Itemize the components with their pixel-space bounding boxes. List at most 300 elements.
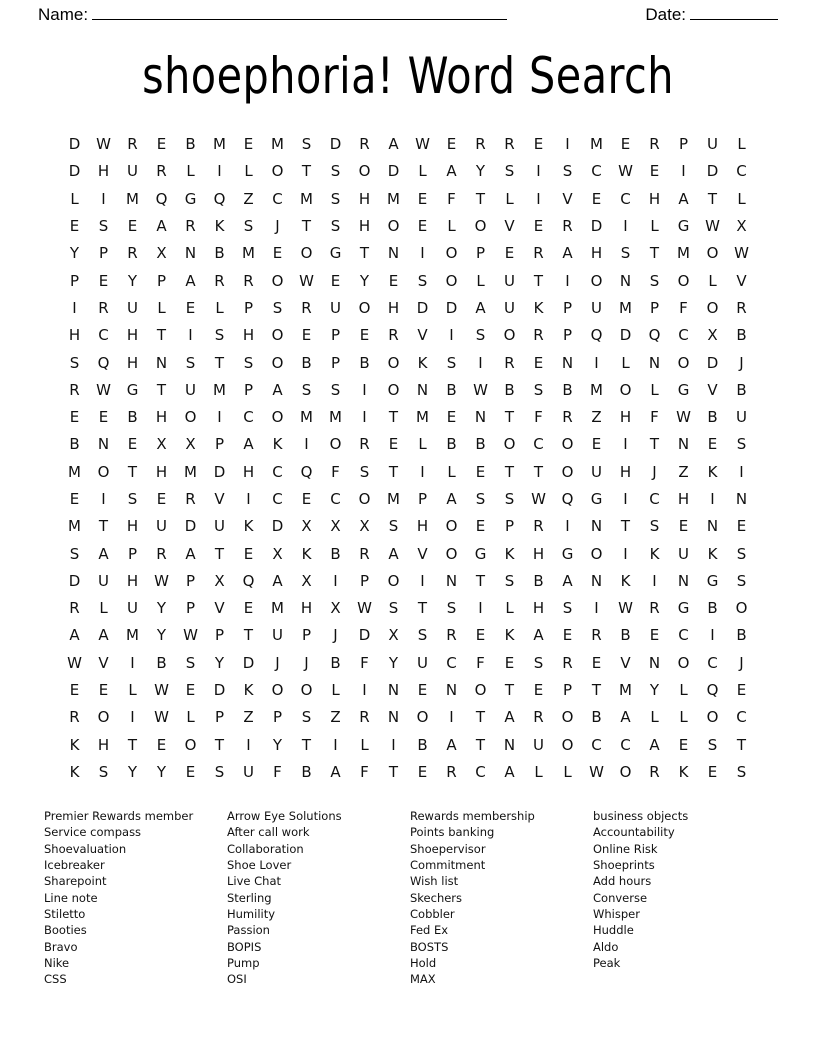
word-list-item[interactable]: Pump xyxy=(227,955,260,970)
grid-cell[interactable]: B xyxy=(330,544,341,563)
grid-cell[interactable]: D xyxy=(358,626,371,645)
grid-cell[interactable]: L xyxy=(534,762,543,781)
grid-cell[interactable]: O xyxy=(97,462,110,481)
grid-cell[interactable]: K xyxy=(243,517,254,536)
grid-cell[interactable]: R xyxy=(504,135,515,154)
grid-cell[interactable]: E xyxy=(620,135,631,154)
grid-cell[interactable]: O xyxy=(329,435,342,454)
grid-cell[interactable]: N xyxy=(590,517,603,536)
grid-cell[interactable]: C xyxy=(736,708,747,727)
grid-cell[interactable]: W xyxy=(154,571,169,590)
grid-cell[interactable]: M xyxy=(242,244,255,263)
grid-cell[interactable]: S xyxy=(446,353,457,372)
grid-cell[interactable]: Q xyxy=(590,326,603,345)
grid-cell[interactable]: I xyxy=(420,462,425,481)
grid-cell[interactable]: E xyxy=(533,353,544,372)
grid-cell[interactable]: A xyxy=(272,571,283,590)
grid-cell[interactable]: L xyxy=(331,681,340,700)
grid-cell[interactable]: P xyxy=(562,298,573,317)
grid-cell[interactable]: R xyxy=(127,244,138,263)
grid-cell[interactable]: B xyxy=(736,326,747,345)
grid-cell[interactable]: I xyxy=(362,408,367,427)
grid-cell[interactable]: R xyxy=(69,599,80,618)
grid-cell[interactable]: Q xyxy=(155,189,168,208)
grid-cell[interactable]: R xyxy=(562,653,573,672)
grid-cell[interactable]: K xyxy=(417,353,428,372)
name-write-line[interactable] xyxy=(92,5,507,20)
grid-cell[interactable]: S xyxy=(446,599,457,618)
grid-cell[interactable]: W xyxy=(589,762,604,781)
grid-cell[interactable]: O xyxy=(677,271,690,290)
grid-cell[interactable]: V xyxy=(736,271,747,290)
grid-cell[interactable]: T xyxy=(301,735,312,754)
word-list-item[interactable]: Peak xyxy=(593,955,621,970)
word-list-item[interactable]: Accountability xyxy=(593,825,675,840)
grid-cell[interactable]: R xyxy=(533,326,544,345)
grid-cell[interactable]: M xyxy=(619,681,632,700)
grid-cell[interactable]: M xyxy=(184,462,197,481)
grid-cell[interactable]: R xyxy=(504,353,515,372)
grid-cell[interactable]: N xyxy=(503,735,516,754)
grid-cell[interactable]: B xyxy=(156,653,167,672)
grid-cell[interactable]: A xyxy=(678,189,689,208)
grid-cell[interactable]: N xyxy=(387,708,400,727)
grid-cell[interactable]: I xyxy=(681,162,686,181)
grid-cell[interactable]: P xyxy=(359,571,370,590)
grid-cell[interactable]: N xyxy=(648,653,661,672)
grid-cell[interactable]: G xyxy=(677,217,690,236)
grid-cell[interactable]: O xyxy=(735,599,748,618)
grid-cell[interactable]: K xyxy=(649,544,660,563)
grid-cell[interactable]: P xyxy=(185,571,196,590)
grid-cell[interactable]: R xyxy=(533,244,544,263)
grid-cell[interactable]: B xyxy=(475,435,486,454)
grid-cell[interactable]: U xyxy=(591,298,602,317)
grid-cell[interactable]: T xyxy=(301,162,312,181)
grid-cell[interactable]: M xyxy=(677,244,690,263)
grid-cell[interactable]: E xyxy=(475,517,486,536)
word-search-grid[interactable] xyxy=(60,131,756,786)
grid-cell[interactable]: R xyxy=(446,762,457,781)
grid-cell[interactable]: T xyxy=(98,517,109,536)
grid-cell[interactable]: C xyxy=(591,735,602,754)
grid-cell[interactable]: H xyxy=(387,298,400,317)
grid-cell[interactable]: M xyxy=(619,298,632,317)
grid-cell[interactable]: R xyxy=(185,490,196,508)
word-list-item[interactable]: Arrow Eye Solutions xyxy=(227,809,342,824)
grid-cell[interactable]: S xyxy=(69,353,80,372)
grid-cell[interactable]: G xyxy=(590,490,603,508)
grid-cell[interactable]: U xyxy=(678,544,689,563)
grid-cell[interactable]: T xyxy=(591,681,602,700)
grid-cell[interactable]: T xyxy=(504,681,515,700)
grid-cell[interactable]: A xyxy=(388,135,399,154)
grid-cell[interactable]: T xyxy=(533,271,544,290)
word-list-item[interactable]: Fed Ex xyxy=(410,923,449,938)
grid-cell[interactable]: K xyxy=(301,544,312,563)
grid-cell[interactable]: B xyxy=(127,408,138,427)
grid-cell[interactable]: W xyxy=(415,135,430,154)
word-list-item[interactable]: Whisper xyxy=(593,906,640,921)
word-list-item[interactable]: Bravo xyxy=(44,939,78,954)
grid-cell[interactable]: B xyxy=(301,353,312,372)
grid-cell[interactable]: O xyxy=(445,544,458,563)
grid-cell[interactable]: R xyxy=(69,380,80,399)
grid-cell[interactable]: W xyxy=(154,708,169,727)
grid-cell[interactable]: S xyxy=(69,544,80,563)
word-list-item[interactable]: Shoevaluation xyxy=(44,841,127,856)
grid-cell[interactable]: R xyxy=(98,298,109,317)
word-list-item[interactable]: Live Chat xyxy=(227,874,282,889)
grid-cell[interactable]: Y xyxy=(388,653,399,672)
grid-cell[interactable]: V xyxy=(214,599,225,618)
grid-cell[interactable]: C xyxy=(620,735,631,754)
grid-cell[interactable]: L xyxy=(476,271,485,290)
grid-cell[interactable]: S xyxy=(98,762,109,781)
grid-cell[interactable]: S xyxy=(533,653,544,672)
grid-cell[interactable]: A xyxy=(504,708,515,727)
grid-cell[interactable]: W xyxy=(154,681,169,700)
grid-cell[interactable]: W xyxy=(618,599,633,618)
grid-cell[interactable]: Z xyxy=(243,189,254,208)
grid-cell[interactable]: C xyxy=(678,326,689,345)
grid-cell[interactable]: E xyxy=(504,244,515,263)
grid-cell[interactable]: I xyxy=(333,735,338,754)
grid-cell[interactable]: L xyxy=(621,353,630,372)
grid-cell[interactable]: T xyxy=(707,189,718,208)
grid-cell[interactable]: T xyxy=(127,735,138,754)
grid-cell[interactable]: E xyxy=(446,408,457,427)
grid-cell[interactable]: E xyxy=(301,490,312,508)
grid-cell[interactable]: N xyxy=(677,571,690,590)
grid-cell[interactable]: I xyxy=(536,189,541,208)
grid-cell[interactable]: W xyxy=(96,380,111,399)
grid-cell[interactable]: B xyxy=(69,435,80,454)
grid-cell[interactable]: H xyxy=(358,217,371,236)
grid-cell[interactable]: C xyxy=(272,462,283,481)
grid-cell[interactable]: I xyxy=(594,599,599,618)
grid-cell[interactable]: E xyxy=(272,244,283,263)
grid-cell[interactable]: S xyxy=(301,135,312,154)
grid-cell[interactable]: P xyxy=(127,544,138,563)
grid-cell[interactable]: P xyxy=(301,626,312,645)
grid-cell[interactable]: M xyxy=(387,189,400,208)
grid-cell[interactable]: S xyxy=(736,544,747,563)
grid-cell[interactable]: S xyxy=(330,189,341,208)
grid-cell[interactable]: R xyxy=(301,298,312,317)
grid-cell[interactable]: U xyxy=(736,408,747,427)
grid-cell[interactable]: R xyxy=(359,435,370,454)
grid-cell[interactable]: C xyxy=(707,653,718,672)
grid-cell[interactable]: E xyxy=(243,135,254,154)
grid-cell[interactable]: Y xyxy=(127,762,138,781)
grid-cell[interactable]: B xyxy=(533,571,544,590)
grid-cell[interactable]: C xyxy=(446,653,457,672)
grid-cell[interactable]: I xyxy=(565,517,570,536)
grid-cell[interactable]: A xyxy=(98,626,109,645)
word-list-item[interactable]: Commitment xyxy=(410,858,486,873)
grid-cell[interactable]: X xyxy=(214,571,225,590)
grid-cell[interactable]: D xyxy=(706,353,719,372)
grid-cell[interactable]: S xyxy=(330,380,341,399)
grid-cell[interactable]: C xyxy=(678,626,689,645)
grid-cell[interactable]: I xyxy=(217,408,222,427)
word-list-item[interactable]: Icebreaker xyxy=(44,858,105,873)
grid-cell[interactable]: H xyxy=(619,462,632,481)
grid-cell[interactable]: B xyxy=(591,708,602,727)
grid-cell[interactable]: J xyxy=(304,653,309,672)
word-list-item[interactable]: Aldo xyxy=(593,939,619,954)
grid-cell[interactable]: S xyxy=(388,599,399,618)
grid-cell[interactable]: T xyxy=(388,762,399,781)
grid-cell[interactable]: C xyxy=(475,762,486,781)
word-list-item[interactable]: Skechers xyxy=(410,890,463,905)
word-list-item[interactable]: Rewards membership xyxy=(410,809,535,824)
grid-cell[interactable]: I xyxy=(391,735,396,754)
grid-cell[interactable]: L xyxy=(99,599,108,618)
grid-cell[interactable]: D xyxy=(68,135,81,154)
grid-cell[interactable]: E xyxy=(707,435,718,454)
grid-cell[interactable]: U xyxy=(417,653,428,672)
grid-cell[interactable]: S xyxy=(127,490,138,508)
grid-cell[interactable]: L xyxy=(215,298,224,317)
grid-cell[interactable]: U xyxy=(214,517,225,536)
grid-cell[interactable]: E xyxy=(359,326,370,345)
grid-cell[interactable]: H xyxy=(242,326,255,345)
grid-cell[interactable]: R xyxy=(649,762,660,781)
grid-cell[interactable]: H xyxy=(242,462,255,481)
word-list-item[interactable]: MAX xyxy=(410,972,436,987)
grid-cell[interactable]: X xyxy=(330,517,341,536)
grid-cell[interactable]: E xyxy=(243,599,254,618)
grid-cell[interactable]: O xyxy=(445,517,458,536)
grid-cell[interactable]: T xyxy=(243,626,254,645)
grid-cell[interactable]: A xyxy=(649,735,660,754)
grid-cell[interactable]: S xyxy=(185,353,196,372)
grid-cell[interactable]: L xyxy=(708,271,717,290)
grid-cell[interactable]: E xyxy=(475,626,486,645)
grid-cell[interactable]: N xyxy=(416,380,429,399)
grid-cell[interactable]: B xyxy=(417,735,428,754)
grid-cell[interactable]: P xyxy=(69,271,80,290)
grid-cell[interactable]: W xyxy=(357,599,372,618)
grid-cell[interactable]: B xyxy=(620,626,631,645)
word-list-item[interactable]: Passion xyxy=(227,923,270,938)
grid-cell[interactable]: Y xyxy=(127,271,138,290)
grid-cell[interactable]: B xyxy=(446,435,457,454)
grid-cell[interactable]: N xyxy=(387,681,400,700)
grid-cell[interactable]: F xyxy=(476,653,485,672)
word-list-item[interactable]: Humility xyxy=(227,906,276,921)
grid-cell[interactable]: E xyxy=(649,162,660,181)
grid-cell[interactable]: L xyxy=(505,189,514,208)
grid-cell[interactable]: T xyxy=(533,462,544,481)
grid-cell[interactable]: P xyxy=(214,626,225,645)
grid-cell[interactable]: N xyxy=(735,490,748,508)
grid-cell[interactable]: I xyxy=(333,571,338,590)
grid-cell[interactable]: E xyxy=(69,217,80,236)
grid-cell[interactable]: D xyxy=(271,517,284,536)
grid-cell[interactable]: X xyxy=(736,217,747,236)
grid-cell[interactable]: F xyxy=(534,408,543,427)
grid-cell[interactable]: I xyxy=(594,353,599,372)
grid-cell[interactable]: H xyxy=(97,162,110,181)
grid-cell[interactable]: B xyxy=(736,626,747,645)
word-list-item[interactable]: business objects xyxy=(593,809,689,824)
word-list-item[interactable]: Online Risk xyxy=(593,841,658,856)
grid-cell[interactable]: F xyxy=(679,298,688,317)
grid-cell[interactable]: W xyxy=(676,408,691,427)
grid-cell[interactable]: X xyxy=(301,571,312,590)
grid-cell[interactable]: T xyxy=(156,326,167,345)
grid-cell[interactable]: S xyxy=(475,490,486,508)
grid-cell[interactable]: X xyxy=(388,626,399,645)
grid-cell[interactable]: B xyxy=(736,380,747,399)
grid-cell[interactable]: V xyxy=(98,653,109,672)
grid-cell[interactable]: E xyxy=(649,626,660,645)
grid-cell[interactable]: S xyxy=(736,571,747,590)
grid-cell[interactable]: I xyxy=(739,462,744,481)
grid-cell[interactable]: P xyxy=(243,298,254,317)
grid-cell[interactable]: I xyxy=(101,490,106,508)
grid-cell[interactable]: A xyxy=(69,626,80,645)
grid-cell[interactable]: S xyxy=(533,380,544,399)
grid-cell[interactable]: H xyxy=(619,408,632,427)
grid-cell[interactable]: I xyxy=(710,490,715,508)
grid-cell[interactable]: D xyxy=(619,326,632,345)
grid-cell[interactable]: T xyxy=(504,462,515,481)
grid-cell[interactable]: R xyxy=(214,271,225,290)
grid-cell[interactable]: E xyxy=(562,626,573,645)
grid-cell[interactable]: S xyxy=(504,490,515,508)
grid-cell[interactable]: H xyxy=(126,326,139,345)
grid-cell[interactable]: N xyxy=(561,353,574,372)
grid-cell[interactable]: M xyxy=(300,408,313,427)
grid-cell[interactable]: V xyxy=(417,326,428,345)
grid-cell[interactable]: H xyxy=(416,517,429,536)
grid-cell[interactable]: N xyxy=(445,571,458,590)
grid-cell[interactable]: M xyxy=(590,380,603,399)
grid-cell[interactable]: S xyxy=(214,326,225,345)
grid-cell[interactable]: T xyxy=(127,462,138,481)
grid-cell[interactable]: E xyxy=(98,271,109,290)
grid-cell[interactable]: E xyxy=(417,189,428,208)
grid-cell[interactable]: O xyxy=(677,653,690,672)
grid-cell[interactable]: S xyxy=(417,271,428,290)
grid-cell[interactable]: X xyxy=(707,326,718,345)
grid-cell[interactable]: D xyxy=(445,298,458,317)
grid-cell[interactable]: J xyxy=(275,653,280,672)
grid-cell[interactable]: I xyxy=(101,189,106,208)
grid-cell[interactable]: Y xyxy=(475,162,486,181)
grid-cell[interactable]: R xyxy=(185,217,196,236)
grid-cell[interactable]: C xyxy=(243,408,254,427)
grid-cell[interactable]: Z xyxy=(243,708,254,727)
grid-cell[interactable]: E xyxy=(156,735,167,754)
grid-cell[interactable]: I xyxy=(623,490,628,508)
grid-cell[interactable]: O xyxy=(271,681,284,700)
grid-cell[interactable]: N xyxy=(706,517,719,536)
grid-cell[interactable]: I xyxy=(623,544,628,563)
grid-cell[interactable]: L xyxy=(128,681,137,700)
word-list-item[interactable]: Shoeprints xyxy=(593,858,655,873)
grid-cell[interactable]: A xyxy=(388,544,399,563)
grid-cell[interactable]: U xyxy=(504,298,515,317)
word-list-item[interactable]: Shoe Lover xyxy=(227,858,292,873)
grid-cell[interactable]: P xyxy=(98,244,109,263)
word-list-item[interactable]: Points banking xyxy=(410,825,495,840)
grid-cell[interactable]: P xyxy=(243,380,254,399)
grid-cell[interactable]: Q xyxy=(300,462,313,481)
grid-cell[interactable]: P xyxy=(330,353,341,372)
grid-cell[interactable]: P xyxy=(156,271,167,290)
grid-cell[interactable]: T xyxy=(475,571,486,590)
grid-cell[interactable]: A xyxy=(562,244,573,263)
grid-cell[interactable]: E xyxy=(330,271,341,290)
grid-cell[interactable]: E xyxy=(591,189,602,208)
grid-cell[interactable]: K xyxy=(243,681,254,700)
grid-cell[interactable]: K xyxy=(272,435,283,454)
grid-cell[interactable]: C xyxy=(591,162,602,181)
grid-cell[interactable]: O xyxy=(387,571,400,590)
grid-cell[interactable]: L xyxy=(737,135,746,154)
grid-cell[interactable]: R xyxy=(359,544,370,563)
word-list-item[interactable]: OSI xyxy=(227,972,247,987)
grid-cell[interactable]: O xyxy=(706,708,719,727)
grid-cell[interactable]: I xyxy=(130,708,135,727)
grid-cell[interactable]: O xyxy=(474,681,487,700)
grid-cell[interactable]: M xyxy=(271,135,284,154)
grid-cell[interactable]: K xyxy=(620,571,631,590)
grid-cell[interactable]: E xyxy=(127,217,138,236)
grid-cell[interactable]: X xyxy=(301,517,312,536)
grid-cell[interactable]: K xyxy=(214,217,225,236)
grid-cell[interactable]: Q xyxy=(706,681,719,700)
grid-cell[interactable]: B xyxy=(359,353,370,372)
grid-cell[interactable]: C xyxy=(330,490,341,508)
grid-cell[interactable]: D xyxy=(242,653,255,672)
grid-cell[interactable]: T xyxy=(620,517,631,536)
grid-cell[interactable]: E xyxy=(475,462,486,481)
grid-cell[interactable]: P xyxy=(562,326,573,345)
grid-cell[interactable]: Y xyxy=(359,271,370,290)
grid-cell[interactable]: A xyxy=(185,544,196,563)
grid-cell[interactable]: E xyxy=(417,762,428,781)
grid-cell[interactable]: R xyxy=(156,162,167,181)
word-list-item[interactable]: Booties xyxy=(44,923,87,938)
grid-cell[interactable]: S xyxy=(417,626,428,645)
word-list-item[interactable]: Nike xyxy=(44,955,70,970)
grid-cell[interactable]: W xyxy=(299,271,314,290)
grid-cell[interactable]: L xyxy=(650,217,659,236)
grid-cell[interactable]: M xyxy=(126,189,139,208)
word-list-item[interactable]: Stiletto xyxy=(44,906,86,921)
grid-cell[interactable]: M xyxy=(271,599,284,618)
grid-cell[interactable]: I xyxy=(246,490,251,508)
grid-cell[interactable]: V xyxy=(417,544,428,563)
grid-cell[interactable]: R xyxy=(562,217,573,236)
grid-cell[interactable]: U xyxy=(504,271,515,290)
grid-cell[interactable]: O xyxy=(358,162,371,181)
grid-cell[interactable]: O xyxy=(184,735,197,754)
grid-cell[interactable]: K xyxy=(69,762,80,781)
grid-cell[interactable]: A xyxy=(185,271,196,290)
grid-cell[interactable]: N xyxy=(155,353,168,372)
grid-cell[interactable]: Y xyxy=(156,762,167,781)
grid-cell[interactable]: A xyxy=(446,162,457,181)
grid-cell[interactable]: N xyxy=(677,435,690,454)
grid-cell[interactable]: Q xyxy=(213,189,226,208)
